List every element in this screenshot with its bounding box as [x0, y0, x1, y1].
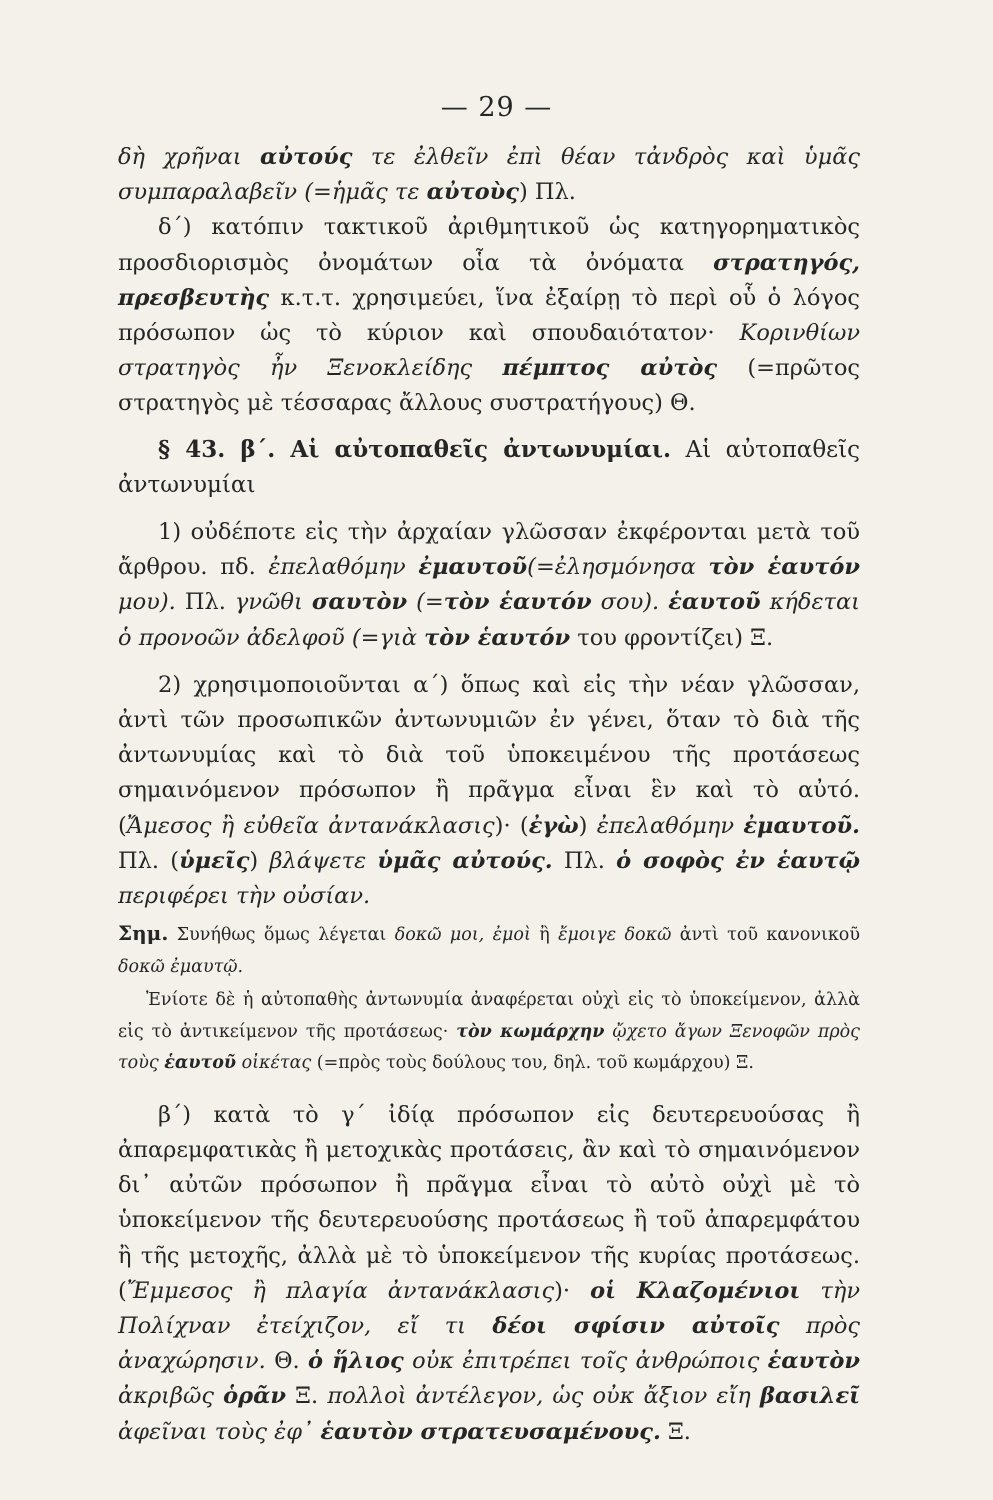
text-run: ἀφεῖναι τοὺς ἐφ᾽ — [118, 1418, 321, 1445]
note-secondary — [118, 985, 860, 1080]
text-run: Ἐνίοτε δὲ ἡ αὐτοπαθὴς ἀντωνυμία ἀναφέρεται οὐχὶ εἰς τὸ ὑποκείμενον, ἀλλὰ εἰς τὸ ἀντικείμενον τῆς προτάσεως· — [118, 990, 860, 1042]
text-run: Πλ. — [552, 847, 617, 874]
text-run: Ἄμεσος ἢ εὐθεῖα ἀντανάκλασις — [126, 812, 495, 839]
text-run: βασιλεῖ — [759, 1383, 861, 1410]
text-run: του φροντίζει) Ξ. — [570, 624, 774, 651]
text-run: Αἱ αὐτοπαθεῖς ἀντωνυμίαι — [118, 436, 860, 498]
text-run: ὑμεῖς — [179, 847, 250, 874]
text-run: Κορινθίων στρατηγὸς ἦν Ξενοκλείδης — [118, 320, 860, 382]
text-run: ἀκριβῶς — [118, 1383, 224, 1410]
text-run: ) — [578, 812, 597, 839]
text-run: τὸν κωμάρχην — [456, 1021, 605, 1042]
text-run: ἑαυτὸν — [767, 1348, 860, 1375]
text-run: βλάψετε — [269, 847, 378, 874]
text-run: στρατηγός, πρεσβευτὴς — [118, 249, 860, 311]
text-run: δοκῶ ἐμαυτῷ. — [118, 956, 244, 977]
text-run: Ξ. — [660, 1418, 691, 1445]
text-run: αὐτοὺς — [426, 179, 519, 206]
text-run: δοκῶ μοι, ἐμοὶ — [394, 925, 531, 946]
paragraph-rule-2 — [118, 668, 860, 914]
text-run: τὸν ἑαυτόν — [424, 624, 571, 651]
text-run: β΄) κατὰ τὸ γ΄ ἰδίᾳ πρόσωπον εἰς δευτερευούσας ἢ ἀπαρεμφατικὰς ἢ μετοχικὰς προτάσεις, ἂν καὶ τὸ σημαινόμενον δι᾽ αὐτῶν πρόσωπον ἢ πρᾶγμα εἶναι τὸ αὐτὸ οὐχὶ μὲ τὸ ὑποκείμενον τῆς δευτερευούσης προτάσεως ἢ τοῦ ἀπαρεμφάτου ἢ τῆς μετοχῆς, ἀλλὰ μὲ τὸ ὑποκείμενον τῆς κυρίας προτάσεως. ( — [118, 1101, 860, 1304]
note-text — [118, 925, 860, 977]
note-label: Σημ. — [118, 921, 169, 946]
text-run: ᾤχετο ἄγων Ξενοφῶν πρὸς τοὺς — [118, 1021, 860, 1074]
text-run: ἐμαυτοῦ. — [743, 812, 860, 839]
text-run: κ.τ.τ. χρησιμεύει, ἵνα ἐξαίρῃ τὸ περὶ οὗ ὁ λόγος πρόσωπον ὡς τὸ κύριον καὶ σπουδαιότατον· — [118, 284, 860, 347]
text-run: γνῶθι — [234, 589, 312, 616]
text-run: ἐπελαθόμην — [596, 812, 744, 839]
text-run: ) Πλ. — [519, 179, 576, 206]
text-run: Πλ. — [184, 589, 235, 616]
page-body — [118, 140, 860, 1450]
text-run: ἐγὼ — [528, 812, 579, 839]
text-run: ὁ σοφὸς ἐν ἑαυτῷ — [616, 847, 860, 874]
text-run: ἀντὶ τοῦ κανονικοῦ — [671, 925, 860, 946]
text-run: τὸν ἑαυτόν — [443, 589, 592, 616]
text-run: (=ἐλησμόνησα — [527, 554, 709, 581]
page-number: — 29 — — [440, 92, 553, 123]
text-run: ἑαυτοῦ — [164, 1053, 237, 1074]
text-run: ) — [249, 847, 270, 874]
text-run: κήδεται ὁ προνοῶν ἀδελφοῦ (=γιὰ — [118, 589, 860, 651]
text-run: (=πρῶτος στρατηγὸς μὲ τέσσαρας ἄλλους συστρατήγους) Θ. — [118, 355, 860, 417]
text-run: ὁρᾶν — [223, 1383, 287, 1410]
text-run: ἐπελαθόμην — [268, 554, 419, 581]
text-run: ὁ ἥλιος — [308, 1348, 404, 1375]
text-run: περιφέρει τὴν οὐσίαν. — [118, 883, 371, 910]
note — [118, 918, 860, 983]
text-run: οἱ Κλαζομένιοι — [590, 1277, 801, 1304]
text-run: (= — [407, 589, 444, 616]
text-run: σου). — [591, 589, 669, 616]
text-run: Ἔμμεσος ἢ πλαγία ἀντανάκλασις — [126, 1277, 555, 1304]
text-run: δέοι σφίσιν αὐτοῖς — [492, 1312, 780, 1339]
text-run: )· — [554, 1277, 591, 1304]
text-run: τὸν ἑαυτόν — [708, 554, 860, 581]
text-run: ἐμαυτοῦ — [418, 554, 528, 581]
text-run: ὑμᾶς αὐτούς. — [377, 847, 553, 874]
paragraph-continuation — [118, 140, 860, 210]
paragraph-rule-1 — [118, 515, 860, 656]
text-run: ἔμοιγε δοκῶ — [558, 925, 672, 946]
section-heading-43 — [118, 432, 860, 503]
text-run: μου). — [118, 589, 185, 616]
text-run: πέμπτος αὐτὸς — [502, 355, 718, 382]
text-run: 1) οὐδέποτε εἰς τὴν ἀρχαίαν γλῶσσαν ἐκφέρονται μετὰ τοῦ ἄρθρου. πδ. — [118, 519, 860, 581]
paragraph-beta — [118, 1098, 860, 1450]
text-run: οἰκέτας — [236, 1053, 312, 1074]
text-run: (=πρὸς τοὺς δούλους του, δηλ. τοῦ κωμάρχου) Ξ. — [311, 1053, 754, 1074]
text-run: 2) χρησιμοποιοῦνται α΄) ὅπως καὶ εἰς τὴν νέαν γλῶσσαν, ἀντὶ τῶν προσωπικῶν ἀντωνυμιῶν ἐν γένει, ὅταν τὸ διὰ τῆς ἀντωνυμίας καὶ τὸ διὰ τοῦ ὑποκειμένου τῆς προτάσεως σημαινόμενον πρόσωπον ἢ πρᾶγμα εἶναι ἓν καὶ τὸ αὐτό. ( — [118, 671, 860, 839]
text-run: § 43. β΄. Αἱ αὐτοπαθεῖς ἀντωνυμίαι. — [158, 435, 671, 463]
text-run: τε ἐλθεῖν ἐπὶ θέαν τἀνδρὸς καὶ ὑμᾶς συμπαραλαβεῖν (=ἡμᾶς τε — [118, 144, 860, 206]
text-run: Θ. — [265, 1348, 309, 1375]
text-run: πολλοὶ ἀντέλεγον, ὡς οὐκ ἄξιον εἴη — [327, 1383, 760, 1410]
text-run: σαυτὸν — [311, 589, 408, 616]
text-run: τὴν Πολίχναν ἐτείχιζον, εἴ τι — [118, 1277, 860, 1339]
text-run: Συνήθως ὅμως λέγεται — [168, 925, 395, 946]
text-run: οὐκ ἐπιτρέπει τοῖς ἀνθρώποις — [403, 1348, 768, 1375]
text-run: Πλ. ( — [118, 847, 180, 874]
text-run: πρὸς ἀναχώρησιν. — [118, 1312, 860, 1375]
text-run: ἑαυτὸν στρατευσαμένους. — [320, 1418, 661, 1445]
text-run: δὴ χρῆναι — [118, 144, 261, 170]
text-run: ἑαυτοῦ — [668, 589, 761, 616]
text-run: )· ( — [494, 812, 529, 839]
paragraph-delta — [118, 210, 860, 421]
text-run: ἢ — [530, 925, 559, 946]
text-run: δ΄) κατόπιν τακτικοῦ ἀριθμητικοῦ ὡς κατηγορηματικὸς προσδιορισμὸς ὀνομάτων οἷα τὰ ὀνόματα — [118, 214, 860, 276]
text-run: Ξ. — [286, 1383, 328, 1410]
text-run: αὐτούς — [260, 144, 353, 170]
